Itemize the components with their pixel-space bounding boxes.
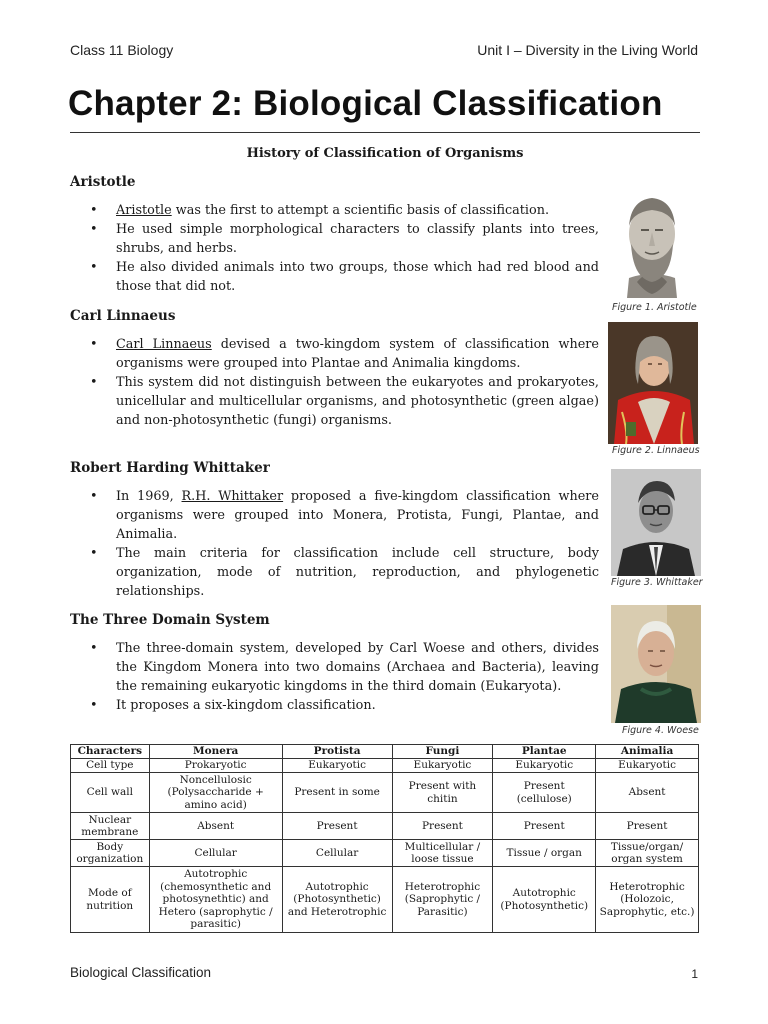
bullet-item: • The three-domain system, developed by Carl Woese and others, divides the Kingdom Monera into two domains (Archaea and Bacteria), leaving the remaining eukaryotic kingdoms in the third domain (Eukaryota). <box>90 641 599 695</box>
table-cell: Cell type <box>71 759 150 773</box>
figure-linnaeus-image <box>608 322 698 444</box>
bullet-item: • In 1969, R.H. Whittaker proposed a five-kingdom classification where organisms were grouped into Monera, Protista, Fungi, Plantae, and Animalia. <box>90 489 599 543</box>
table-cell: Autotrophic (Photosynthetic) <box>493 867 596 933</box>
table-cell: Multicellular / loose tissue <box>392 840 493 867</box>
bullet-item: • It proposes a six-kingdom classification. <box>90 698 376 714</box>
linnaeus-link[interactable]: Carl Linnaeus <box>116 337 212 352</box>
table-cell: Cellular <box>149 840 282 867</box>
table-cell: Absent <box>149 813 282 840</box>
bullet-item: • He also divided animals into two groups, those which had red blood and those that did not. <box>90 260 599 295</box>
bullet-list-three-domain <box>70 639 599 715</box>
bullet-list-aristotle <box>70 201 599 296</box>
section-heading-three-domain: The Three Domain System <box>70 612 270 628</box>
bullet-item: • Carl Linnaeus devised a two-kingdom system of classification where organisms were grouped into Plantae and Animalia kingdoms. <box>90 337 599 372</box>
table-cell: Nuclear membrane <box>71 813 150 840</box>
table-header-cell: Monera <box>149 745 282 759</box>
bullet-item: • Aristotle was the first to attempt a scientific basis of classification. <box>90 203 550 218</box>
bullet-list-linnaeus <box>70 335 599 430</box>
figure-caption: Figure 4. Woese <box>622 725 699 736</box>
section-subtitle: History of Classification of Organisms <box>246 146 524 161</box>
figure-caption: Figure 2. Linnaeus <box>612 445 700 456</box>
kingdom-comparison-table <box>70 744 699 933</box>
section-heading-whittaker: Robert Harding Whittaker <box>70 460 270 476</box>
table-cell: Present <box>596 813 699 840</box>
table-cell: Eukaryotic <box>493 759 596 773</box>
figure-aristotle-image <box>607 186 697 298</box>
table-cell: Present with chitin <box>392 773 493 813</box>
bullet-item: • He used simple morphological characters to classify plants into trees, shrubs, and herbs. <box>90 222 599 257</box>
table-header-cell: Characters <box>71 745 150 759</box>
whittaker-link[interactable]: R.H. Whittaker <box>181 489 284 504</box>
table-cell: Tissue/organ/ organ system <box>596 840 699 867</box>
table-cell: Body organization <box>71 840 150 867</box>
page-number: 1 <box>691 967 698 981</box>
table-cell: Heterotrophic (Saprophytic / Parasitic) <box>392 867 493 933</box>
figure-woese-image <box>611 605 701 723</box>
table-cell: Present in some <box>282 773 392 813</box>
running-header-left: Class 11 Biology <box>70 42 174 58</box>
table-cell: Tissue / organ <box>493 840 596 867</box>
running-header-right: Unit I – Diversity in the Living World <box>477 42 698 58</box>
table-cell: Mode of nutrition <box>71 867 150 933</box>
table-cell: Present <box>282 813 392 840</box>
aristotle-link[interactable]: Aristotle <box>116 203 172 218</box>
table-cell: Present <box>392 813 493 840</box>
table-cell: Autotrophic (Photosynthetic) and Heterotrophic <box>282 867 392 933</box>
table-cell: Eukaryotic <box>392 759 493 773</box>
figure-caption: Figure 1. Aristotle <box>612 302 697 313</box>
table-cell: Present (cellulose) <box>493 773 596 813</box>
linnaeus-portrait-icon <box>608 322 698 444</box>
table-cell: Heterotrophic (Holozoic, Saprophytic, etc.) <box>596 867 699 933</box>
bullet-item: • The main criteria for classification include cell structure, body organization, mode of nutrition, reproduction, and phylogenetic relationships. <box>90 546 599 600</box>
woese-photo-icon <box>611 605 701 723</box>
table-row <box>71 840 699 867</box>
table-row <box>71 773 699 813</box>
table-header-row <box>71 745 699 759</box>
table-cell: Prokaryotic <box>149 759 282 773</box>
aristotle-bust-icon <box>607 186 697 298</box>
chapter-title: Chapter 2: Biological Classification <box>68 84 663 123</box>
figure-caption: Figure 3. Whittaker <box>611 577 703 588</box>
table-row <box>71 813 699 840</box>
table-row <box>71 759 699 773</box>
table-header-cell: Protista <box>282 745 392 759</box>
table-cell: Present <box>493 813 596 840</box>
section-heading-linnaeus: Carl Linnaeus <box>70 308 176 324</box>
table-cell: Absent <box>596 773 699 813</box>
table-row <box>71 867 699 933</box>
table-header-cell: Fungi <box>392 745 493 759</box>
figure-whittaker-image <box>611 469 701 576</box>
whittaker-photo-icon <box>611 469 701 576</box>
table-header-cell: Plantae <box>493 745 596 759</box>
table-cell: Eukaryotic <box>596 759 699 773</box>
bullet-item: • This system did not distinguish between the eukaryotes and prokaryotes, unicellular and multicellular organisms, and photosynthetic (green algae) and non-photosynthetic (fungi) organisms. <box>90 375 599 429</box>
table-cell: Noncellulosic (Polysaccharide + amino acid) <box>149 773 282 813</box>
bullet-list-whittaker <box>70 487 599 602</box>
table-cell: Eukaryotic <box>282 759 392 773</box>
table-cell: Cellular <box>282 840 392 867</box>
footer-title: Biological Classification <box>70 965 212 980</box>
title-divider <box>70 132 700 133</box>
table-header-cell: Animalia <box>596 745 699 759</box>
table-cell: Cell wall <box>71 773 150 813</box>
table-cell: Autotrophic (chemosynthetic and photosynethtic) and Hetero (saprophytic / parasitic) <box>149 867 282 933</box>
section-heading-aristotle: Aristotle <box>70 174 136 190</box>
